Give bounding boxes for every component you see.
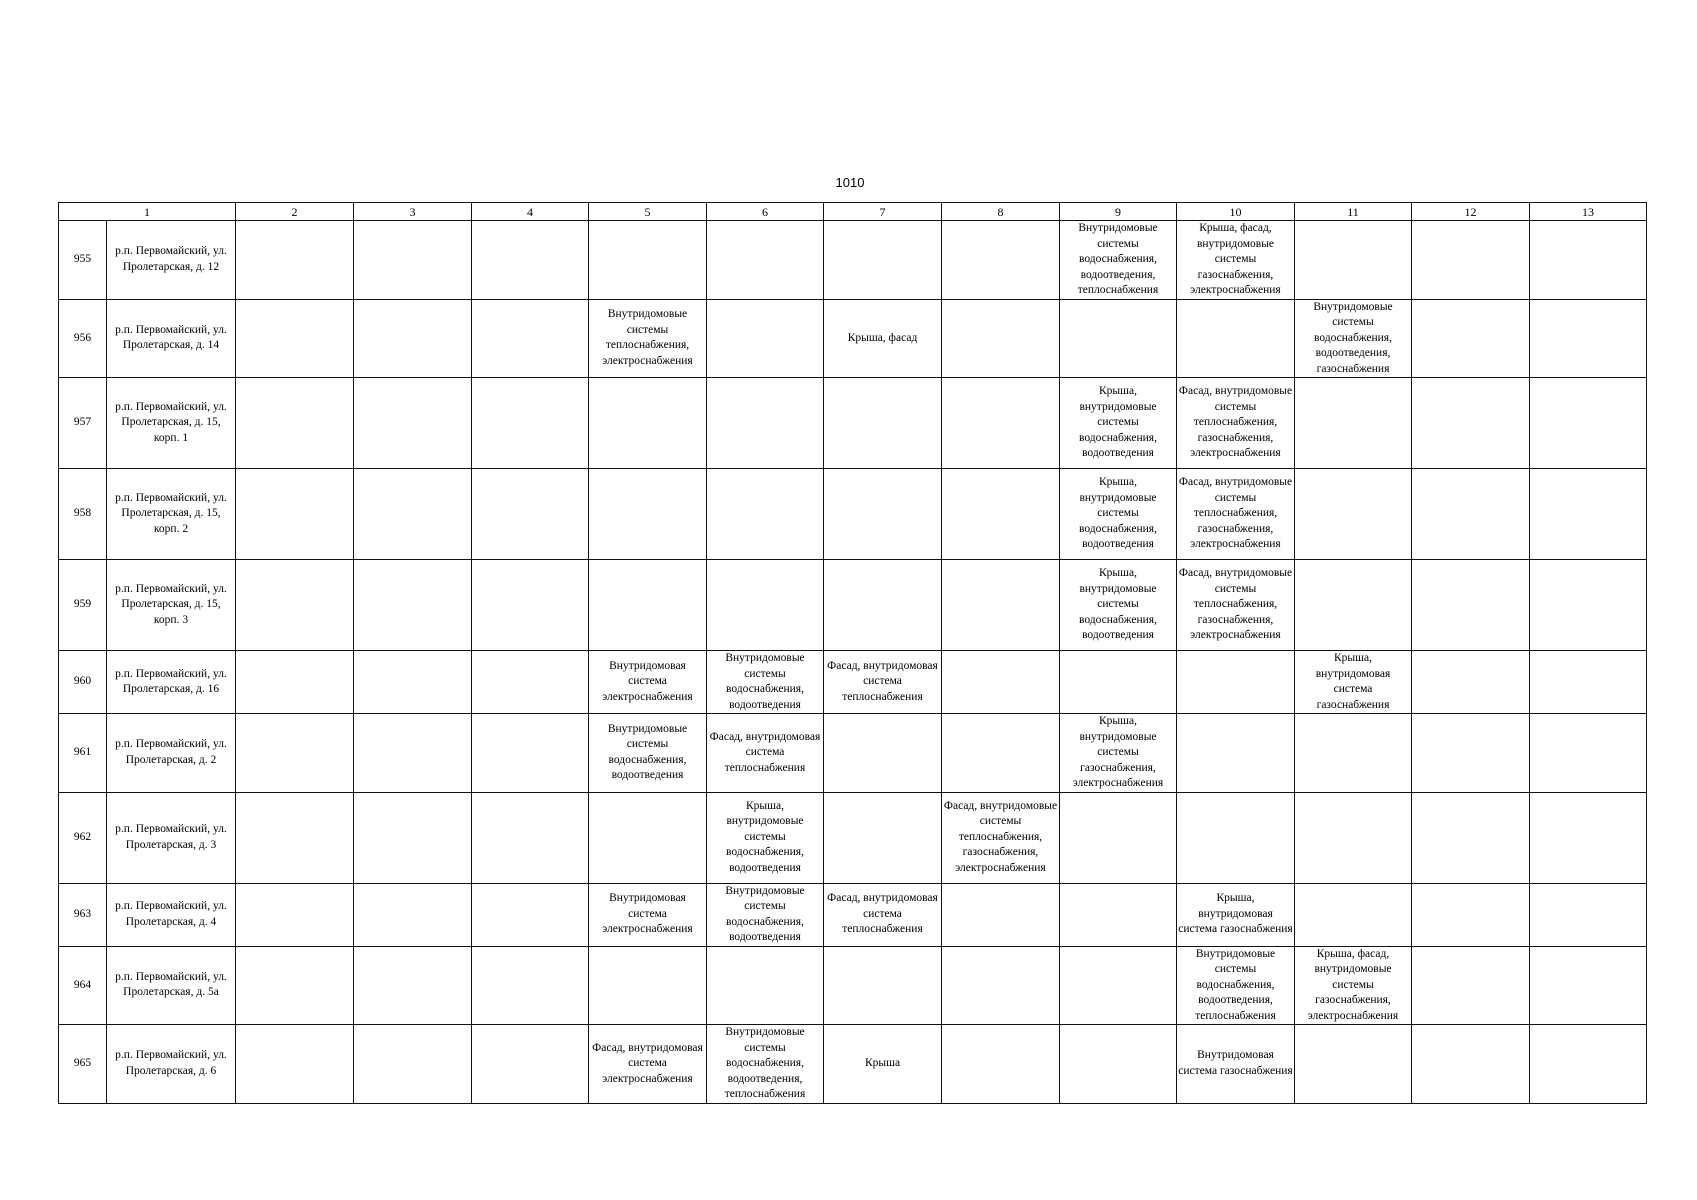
- column-header-9: 9: [1060, 203, 1177, 221]
- row-number: 958: [59, 469, 107, 560]
- work-cell-col-8: [942, 1025, 1060, 1104]
- work-cell-col-11: Крыша, внутридомовая система газоснабжения: [1295, 651, 1412, 714]
- work-cell-col-8: [942, 651, 1060, 714]
- work-cell-col-9: Внутридомовые системы водоснабжения, водоотведения, теплоснабжения: [1060, 221, 1177, 300]
- table-row: [59, 651, 1647, 714]
- column-header-4: 4: [472, 203, 589, 221]
- work-cell-col-8: [942, 221, 1060, 300]
- work-cell-col-3: [354, 792, 472, 883]
- work-cell-col-10: [1177, 714, 1295, 793]
- work-cell-col-7: Крыша, фасад: [824, 299, 942, 378]
- work-cell-col-4: [472, 651, 589, 714]
- work-cell-col-10: Крыша, внутридомовая система газоснабжения: [1177, 883, 1295, 946]
- work-cell-col-13: [1530, 946, 1647, 1025]
- work-cell-col-9: Крыша, внутридомовые системы газоснабжения, электроснабжения: [1060, 714, 1177, 793]
- work-cell-col-13: [1530, 378, 1647, 469]
- work-cell-col-7: [824, 378, 942, 469]
- work-cell-col-9: Крыша, внутридомовые системы водоснабжения, водоотведения: [1060, 378, 1177, 469]
- row-number: 963: [59, 883, 107, 946]
- work-cell-col-6: Внутридомовые системы водоснабжения, водоотведения, теплоснабжения: [707, 1025, 824, 1104]
- row-number: 961: [59, 714, 107, 793]
- table-row: [59, 714, 1647, 793]
- work-cell-col-4: [472, 560, 589, 651]
- column-header-7: 7: [824, 203, 942, 221]
- column-header-5: 5: [589, 203, 707, 221]
- header-row: [59, 203, 1647, 221]
- work-cell-col-11: [1295, 883, 1412, 946]
- column-header-11: 11: [1295, 203, 1412, 221]
- work-cell-col-11: Крыша, фасад, внутридомовые системы газоснабжения, электроснабжения: [1295, 946, 1412, 1025]
- work-cell-col-9: [1060, 1025, 1177, 1104]
- work-cell-col-9: [1060, 651, 1177, 714]
- table-row: [59, 469, 1647, 560]
- work-cell-col-7: [824, 469, 942, 560]
- table-row: [59, 221, 1647, 300]
- work-cell-col-5: Внутридомовая система электроснабжения: [589, 651, 707, 714]
- work-cell-col-3: [354, 651, 472, 714]
- work-cell-col-5: [589, 469, 707, 560]
- work-cell-col-4: [472, 946, 589, 1025]
- column-header-1: 1: [59, 203, 236, 221]
- work-cell-col-3: [354, 946, 472, 1025]
- work-cell-col-2: [236, 883, 354, 946]
- work-cell-col-12: [1412, 651, 1530, 714]
- address-cell: р.п. Первомайский, ул. Пролетарская, д. 6: [107, 1025, 236, 1104]
- work-cell-col-10: Внутридомовые системы водоснабжения, водоотведения, теплоснабжения: [1177, 946, 1295, 1025]
- work-cell-col-13: [1530, 714, 1647, 793]
- work-cell-col-12: [1412, 469, 1530, 560]
- work-cell-col-2: [236, 221, 354, 300]
- address-cell: р.п. Первомайский, ул. Пролетарская, д. 3: [107, 792, 236, 883]
- work-cell-col-10: Фасад, внутридомовые системы теплоснабжения, газоснабжения, электроснабжения: [1177, 560, 1295, 651]
- address-cell: р.п. Первомайский, ул. Пролетарская, д. 14: [107, 299, 236, 378]
- work-cell-col-3: [354, 1025, 472, 1104]
- work-cell-col-6: Внутридомовые системы водоснабжения, водоотведения: [707, 883, 824, 946]
- work-cell-col-12: [1412, 378, 1530, 469]
- work-cell-col-2: [236, 651, 354, 714]
- work-cell-col-3: [354, 299, 472, 378]
- work-cell-col-12: [1412, 221, 1530, 300]
- work-cell-col-3: [354, 469, 472, 560]
- work-cell-col-13: [1530, 792, 1647, 883]
- work-cell-col-11: [1295, 469, 1412, 560]
- work-cell-col-4: [472, 299, 589, 378]
- work-cell-col-8: [942, 883, 1060, 946]
- row-number: 957: [59, 378, 107, 469]
- work-cell-col-10: [1177, 792, 1295, 883]
- address-cell: р.п. Первомайский, ул. Пролетарская, д. 12: [107, 221, 236, 300]
- work-cell-col-12: [1412, 792, 1530, 883]
- work-cell-col-11: [1295, 714, 1412, 793]
- work-cell-col-11: Внутридомовые системы водоснабжения, водоотведения, газоснабжения: [1295, 299, 1412, 378]
- work-cell-col-4: [472, 378, 589, 469]
- work-cell-col-10: Фасад, внутридомовые системы теплоснабжения, газоснабжения, электроснабжения: [1177, 378, 1295, 469]
- column-header-8: 8: [942, 203, 1060, 221]
- work-cell-col-8: [942, 714, 1060, 793]
- row-number: 959: [59, 560, 107, 651]
- work-cell-col-9: [1060, 792, 1177, 883]
- address-cell: р.п. Первомайский, ул. Пролетарская, д. 5а: [107, 946, 236, 1025]
- table-row: [59, 378, 1647, 469]
- work-cell-col-6: [707, 469, 824, 560]
- work-cell-col-11: [1295, 1025, 1412, 1104]
- repair-schedule-table: [58, 202, 1647, 1104]
- work-cell-col-7: [824, 792, 942, 883]
- table-row: [59, 946, 1647, 1025]
- work-cell-col-3: [354, 221, 472, 300]
- work-cell-col-7: [824, 221, 942, 300]
- column-header-12: 12: [1412, 203, 1530, 221]
- work-cell-col-10: [1177, 651, 1295, 714]
- work-cell-col-8: [942, 469, 1060, 560]
- row-number: 964: [59, 946, 107, 1025]
- work-cell-col-12: [1412, 946, 1530, 1025]
- table-row: [59, 1025, 1647, 1104]
- work-cell-col-6: Крыша, внутридомовые системы водоснабжения, водоотведения: [707, 792, 824, 883]
- table-row: [59, 883, 1647, 946]
- work-cell-col-2: [236, 946, 354, 1025]
- table-row: [59, 299, 1647, 378]
- work-cell-col-2: [236, 299, 354, 378]
- work-cell-col-9: Крыша, внутридомовые системы водоснабжения, водоотведения: [1060, 469, 1177, 560]
- work-cell-col-8: [942, 299, 1060, 378]
- work-cell-col-12: [1412, 1025, 1530, 1104]
- work-cell-col-4: [472, 792, 589, 883]
- work-cell-col-2: [236, 714, 354, 793]
- work-cell-col-3: [354, 883, 472, 946]
- row-number: 965: [59, 1025, 107, 1104]
- column-header-2: 2: [236, 203, 354, 221]
- address-cell: р.п. Первомайский, ул. Пролетарская, д. 4: [107, 883, 236, 946]
- work-cell-col-13: [1530, 221, 1647, 300]
- work-cell-col-10: Крыша, фасад, внутридомовые системы газоснабжения, электроснабжения: [1177, 221, 1295, 300]
- row-number: 956: [59, 299, 107, 378]
- work-cell-col-12: [1412, 714, 1530, 793]
- work-cell-col-13: [1530, 469, 1647, 560]
- work-cell-col-12: [1412, 560, 1530, 651]
- work-cell-col-6: [707, 221, 824, 300]
- work-cell-col-6: Внутридомовые системы водоснабжения, водоотведения: [707, 651, 824, 714]
- address-cell: р.п. Первомайский, ул. Пролетарская, д. 16: [107, 651, 236, 714]
- address-cell: р.п. Первомайский, ул. Пролетарская, д. 15, корп. 2: [107, 469, 236, 560]
- page-number: 1010: [835, 175, 865, 190]
- work-cell-col-6: Фасад, внутридомовая система теплоснабжения: [707, 714, 824, 793]
- work-cell-col-4: [472, 221, 589, 300]
- table-row: [59, 792, 1647, 883]
- work-cell-col-2: [236, 378, 354, 469]
- work-cell-col-11: [1295, 560, 1412, 651]
- column-header-10: 10: [1177, 203, 1295, 221]
- work-cell-col-13: [1530, 560, 1647, 651]
- work-cell-col-2: [236, 560, 354, 651]
- work-cell-col-10: [1177, 299, 1295, 378]
- work-cell-col-7: Крыша: [824, 1025, 942, 1104]
- work-cell-col-9: [1060, 946, 1177, 1025]
- work-cell-col-7: [824, 560, 942, 651]
- work-cell-col-5: Внутридомовые системы водоснабжения, водоотведения: [589, 714, 707, 793]
- work-cell-col-5: [589, 221, 707, 300]
- work-cell-col-2: [236, 792, 354, 883]
- work-cell-col-11: [1295, 378, 1412, 469]
- work-cell-col-5: Внутридомовая система электроснабжения: [589, 883, 707, 946]
- work-cell-col-8: Фасад, внутридомовые системы теплоснабжения, газоснабжения, электроснабжения: [942, 792, 1060, 883]
- address-cell: р.п. Первомайский, ул. Пролетарская, д. 15, корп. 3: [107, 560, 236, 651]
- column-header-6: 6: [707, 203, 824, 221]
- work-cell-col-8: [942, 378, 1060, 469]
- table-row: [59, 560, 1647, 651]
- column-header-3: 3: [354, 203, 472, 221]
- work-cell-col-12: [1412, 299, 1530, 378]
- work-cell-col-2: [236, 469, 354, 560]
- work-cell-col-13: [1530, 651, 1647, 714]
- work-cell-col-4: [472, 469, 589, 560]
- work-cell-col-4: [472, 883, 589, 946]
- work-cell-col-11: [1295, 221, 1412, 300]
- address-cell: р.п. Первомайский, ул. Пролетарская, д. 2: [107, 714, 236, 793]
- table-header: [59, 203, 1647, 221]
- work-cell-col-9: [1060, 299, 1177, 378]
- work-cell-col-5: [589, 378, 707, 469]
- work-cell-col-7: [824, 714, 942, 793]
- work-cell-col-6: [707, 378, 824, 469]
- address-cell: р.п. Первомайский, ул. Пролетарская, д. 15, корп. 1: [107, 378, 236, 469]
- work-cell-col-8: [942, 946, 1060, 1025]
- work-cell-col-5: [589, 792, 707, 883]
- work-cell-col-13: [1530, 1025, 1647, 1104]
- column-header-13: 13: [1530, 203, 1647, 221]
- work-cell-col-5: Внутридомовые системы теплоснабжения, электроснабжения: [589, 299, 707, 378]
- row-number: 960: [59, 651, 107, 714]
- table-body: [59, 221, 1647, 1104]
- work-cell-col-13: [1530, 883, 1647, 946]
- work-cell-col-6: [707, 946, 824, 1025]
- work-cell-col-10: Внутридомовая система газоснабжения: [1177, 1025, 1295, 1104]
- work-cell-col-3: [354, 714, 472, 793]
- work-cell-col-13: [1530, 299, 1647, 378]
- work-cell-col-5: Фасад, внутридомовая система электроснабжения: [589, 1025, 707, 1104]
- work-cell-col-6: [707, 560, 824, 651]
- work-cell-col-9: [1060, 883, 1177, 946]
- work-cell-col-7: Фасад, внутридомовая система теплоснабжения: [824, 883, 942, 946]
- work-cell-col-3: [354, 378, 472, 469]
- work-cell-col-5: [589, 560, 707, 651]
- work-cell-col-7: Фасад, внутридомовая система теплоснабжения: [824, 651, 942, 714]
- work-cell-col-4: [472, 1025, 589, 1104]
- work-cell-col-2: [236, 1025, 354, 1104]
- row-number: 955: [59, 221, 107, 300]
- work-cell-col-7: [824, 946, 942, 1025]
- work-cell-col-6: [707, 299, 824, 378]
- work-cell-col-11: [1295, 792, 1412, 883]
- work-cell-col-5: [589, 946, 707, 1025]
- work-cell-col-4: [472, 714, 589, 793]
- work-cell-col-12: [1412, 883, 1530, 946]
- work-cell-col-9: Крыша, внутридомовые системы водоснабжения, водоотведения: [1060, 560, 1177, 651]
- row-number: 962: [59, 792, 107, 883]
- work-cell-col-3: [354, 560, 472, 651]
- work-cell-col-8: [942, 560, 1060, 651]
- work-cell-col-10: Фасад, внутридомовые системы теплоснабжения, газоснабжения, электроснабжения: [1177, 469, 1295, 560]
